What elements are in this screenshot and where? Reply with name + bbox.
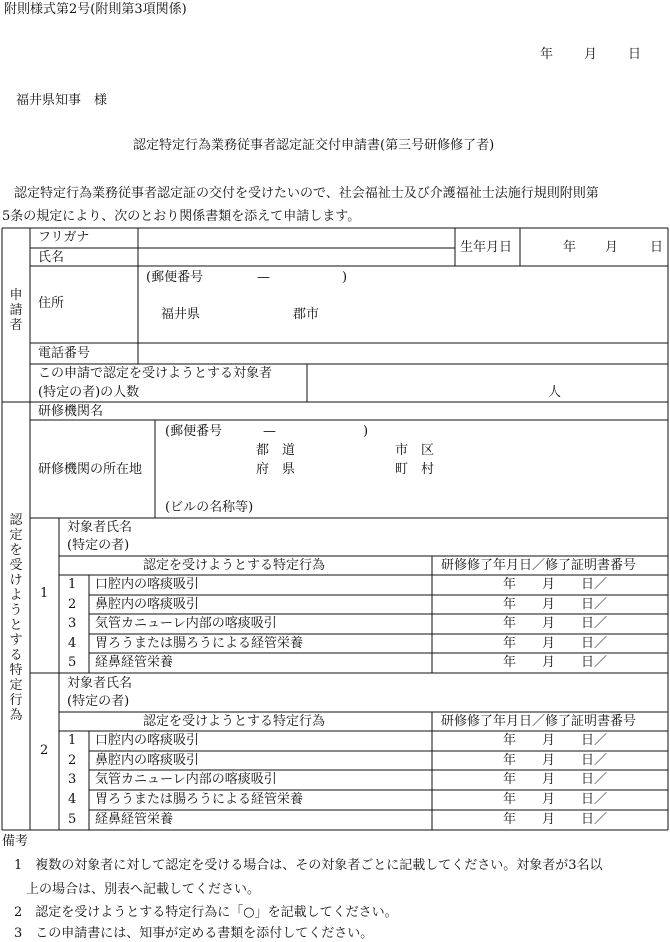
act-number: 4 [68, 792, 77, 807]
count-label-line1: この申請で認定を受けようとする対象者 [38, 366, 273, 381]
institution-address-label: 研修機関の所在地 [38, 462, 143, 477]
form-number: 附則様式第2号(附則第3項関係) [4, 2, 187, 17]
birth-month: 月 [605, 240, 619, 255]
act-number: 1 [68, 733, 77, 748]
act-completion-date: 年 月 日／ [503, 812, 608, 827]
act-number: 4 [68, 636, 77, 651]
act-label: 胃ろうまたは腸ろうによる経管栄養 [95, 636, 304, 651]
act-completion-date: 年 月 日／ [503, 733, 608, 748]
act-number: 2 [68, 753, 77, 768]
target-number: 1 [40, 586, 49, 601]
fuken-text: 府 県 [256, 462, 296, 477]
count-unit: 人 [548, 385, 562, 400]
act-completion-date: 年 月 日／ [503, 655, 608, 670]
institution-postal-close: ) [363, 424, 369, 439]
birth-day: 日 [650, 240, 664, 255]
date-day: 日 [628, 47, 642, 62]
institution-postal-label: (郵便番号 [165, 424, 223, 439]
applicant-section-label: 申請者 [9, 288, 23, 333]
chouson-text: 町 村 [395, 462, 435, 477]
intro-text-line2: 5条の規定により、次のとおり関係書類を添えて申請します。 [2, 209, 361, 224]
act-label: 気管カニューレ内部の喀痰吸引 [95, 616, 277, 631]
addressee: 福井県知事 様 [16, 93, 108, 108]
act-label: 口腔内の喀痰吸引 [95, 733, 200, 748]
act-label: 経鼻経管栄養 [95, 812, 174, 827]
act-label: 胃ろうまたは腸ろうによる経管栄養 [95, 792, 304, 807]
note-3: 3 この申請書には、知事が定める書類を添付してください。 [14, 926, 374, 941]
prefecture-text: 福井県 [161, 307, 201, 322]
birth-year: 年 [563, 240, 577, 255]
completion-header: 研修修了年月日／修了証明書番号 [441, 714, 637, 729]
act-completion-date: 年 月 日／ [503, 792, 608, 807]
count-label-line2: (特定の者)の人数 [38, 385, 140, 400]
note-1-line2: 上の場合は、別表へ記載してください。 [26, 882, 261, 897]
name-label: 氏名 [38, 250, 65, 265]
act-label: 鼻腔内の喀痰吸引 [95, 753, 200, 768]
act-header: 認定を受けようとする特定行為 [143, 714, 326, 729]
training-section-label: 認定を受けようとする特定行為 [9, 513, 23, 723]
todo-text: 都 道 [256, 443, 296, 458]
institution-name-label: 研修機関名 [38, 404, 104, 419]
act-label: 経鼻経管栄養 [95, 655, 174, 670]
act-label: 鼻腔内の喀痰吸引 [95, 597, 200, 612]
note-1-line1: 1 複数の対象者に対して認定を受ける場合は、その対象者ごとに記載してください。対象者が3名以 [14, 858, 603, 873]
notes-heading: 備考 [2, 834, 29, 849]
phone-label: 電話番号 [38, 346, 91, 361]
shiku-text: 市 区 [395, 443, 435, 458]
act-number: 1 [68, 577, 77, 592]
target-number: 2 [40, 743, 49, 758]
act-header: 認定を受けようとする特定行為 [143, 558, 326, 573]
target-name-label-line2: (特定の者) [67, 538, 130, 553]
act-number: 2 [68, 597, 77, 612]
act-label: 気管カニューレ内部の喀痰吸引 [95, 772, 277, 787]
address-label: 住所 [38, 296, 65, 311]
page-title: 認定特定行為業務従事者認定証交付申請書(第三号研修修了者) [133, 138, 495, 153]
intro-text-line1: 認定特定行為業務従事者認定証の交付を受けたいので、社会福祉士及び介護福祉士法施行規則附則第 [14, 186, 599, 201]
act-completion-date: 年 月 日／ [503, 753, 608, 768]
act-number: 5 [68, 812, 77, 827]
target-name-label-line2: (特定の者) [67, 694, 130, 709]
act-completion-date: 年 月 日／ [503, 616, 608, 631]
postal-label: (郵便番号 [146, 270, 204, 285]
act-completion-date: 年 月 日／ [503, 636, 608, 651]
note-2: 2 認定を受けようとする特定行為に「○」を記載してください。 [14, 905, 398, 920]
furigana-label: フリガナ [38, 230, 90, 245]
institution-postal-dash: — [263, 424, 276, 439]
act-number: 3 [68, 616, 77, 631]
postal-dash: — [257, 270, 270, 285]
completion-header: 研修修了年月日／修了証明書番号 [441, 558, 637, 573]
postal-close: ) [342, 270, 348, 285]
act-label: 口腔内の喀痰吸引 [95, 577, 200, 592]
act-completion-date: 年 月 日／ [503, 597, 608, 612]
date-month: 月 [584, 47, 598, 62]
birthdate-label: 生年月日 [460, 240, 513, 255]
county-text: 郡市 [293, 307, 320, 322]
building-label: (ビルの名称等) [165, 500, 254, 515]
act-number: 3 [68, 772, 77, 787]
target-name-label-line1: 対象者氏名 [67, 676, 133, 691]
date-year: 年 [540, 47, 554, 62]
act-number: 5 [68, 655, 77, 670]
act-completion-date: 年 月 日／ [503, 577, 608, 592]
target-name-label-line1: 対象者氏名 [67, 520, 133, 535]
act-completion-date: 年 月 日／ [503, 772, 608, 787]
